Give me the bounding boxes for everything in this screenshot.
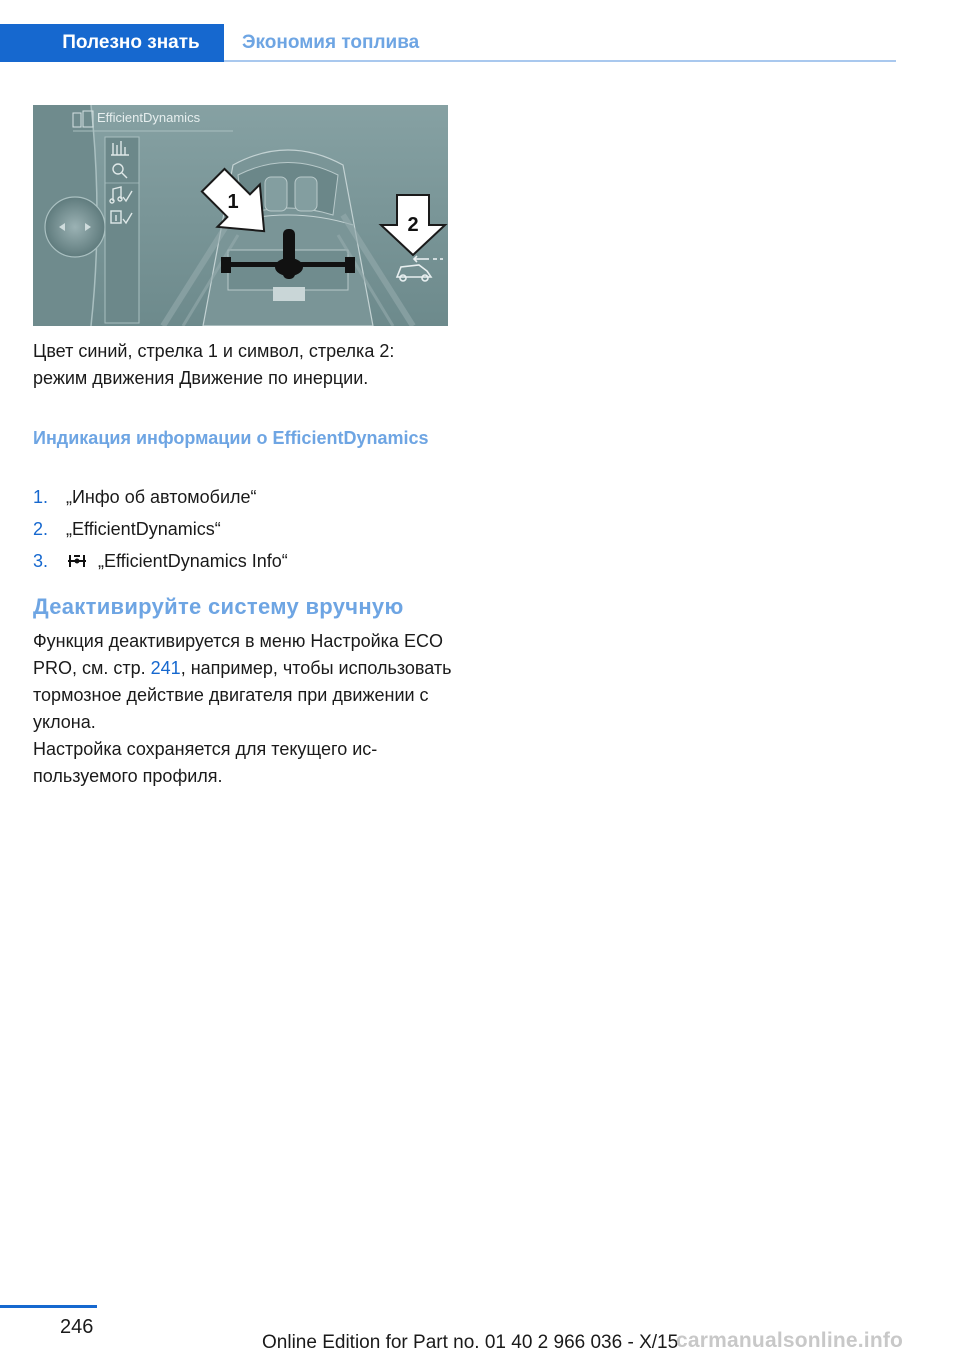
page-number: 246: [60, 1316, 94, 1338]
screen-title: EfficientDynamics: [97, 110, 201, 125]
step-text: „EfficientDynamics Info“: [98, 551, 288, 571]
step-number: 2.: [33, 519, 49, 539]
section-title: Деактивируйте систему вручную: [33, 594, 404, 619]
efficientdynamics-screen-figure: [33, 105, 448, 326]
paragraph-profile: Настройка сохраняется для текущего используемого профиля.: [33, 739, 378, 786]
header-tab-inactive[interactable]: Экономия топлива: [242, 32, 420, 53]
step-text: „EfficientDynamics“: [66, 519, 221, 539]
figure-caption: Цвет синий, стрелка 1 и символ, стрелка 2: режим движения Движение по инерции.: [33, 341, 395, 388]
paragraph-deactivate: [33, 628, 453, 736]
efficientdynamics-info-icon: [66, 553, 88, 569]
list-item: [33, 482, 453, 514]
paragraph-text: , например, чтобы использовать тормозное действие двигателя при движении с уклона.: [33, 658, 452, 732]
step-number: 1.: [33, 487, 49, 507]
steps-list: [33, 482, 453, 578]
paragraph-text: Функция деактивируется в меню Настройка ECO PRO, см. стр.: [33, 631, 443, 678]
footer-divider: [0, 1305, 97, 1308]
arrow-2-label: 2: [407, 214, 419, 236]
watermark: carmanualsonline.info: [676, 1329, 904, 1352]
step-text: „Инфо об автомобиле“: [66, 487, 257, 507]
step-number: 3.: [33, 551, 49, 571]
list-item: [33, 514, 453, 546]
header-divider: [224, 60, 896, 62]
edition-note: Online Edition for Part no. 01 40 2 966 036 - X/15: [262, 1332, 679, 1353]
page-reference-link[interactable]: 241: [150, 658, 181, 678]
list-item: [33, 546, 453, 578]
header-tab-active[interactable]: Полезно знать: [0, 24, 224, 62]
arrow-1-label: 1: [227, 191, 239, 213]
subheading-info-display: Индикация информации о EfficientDynamics: [33, 428, 429, 448]
